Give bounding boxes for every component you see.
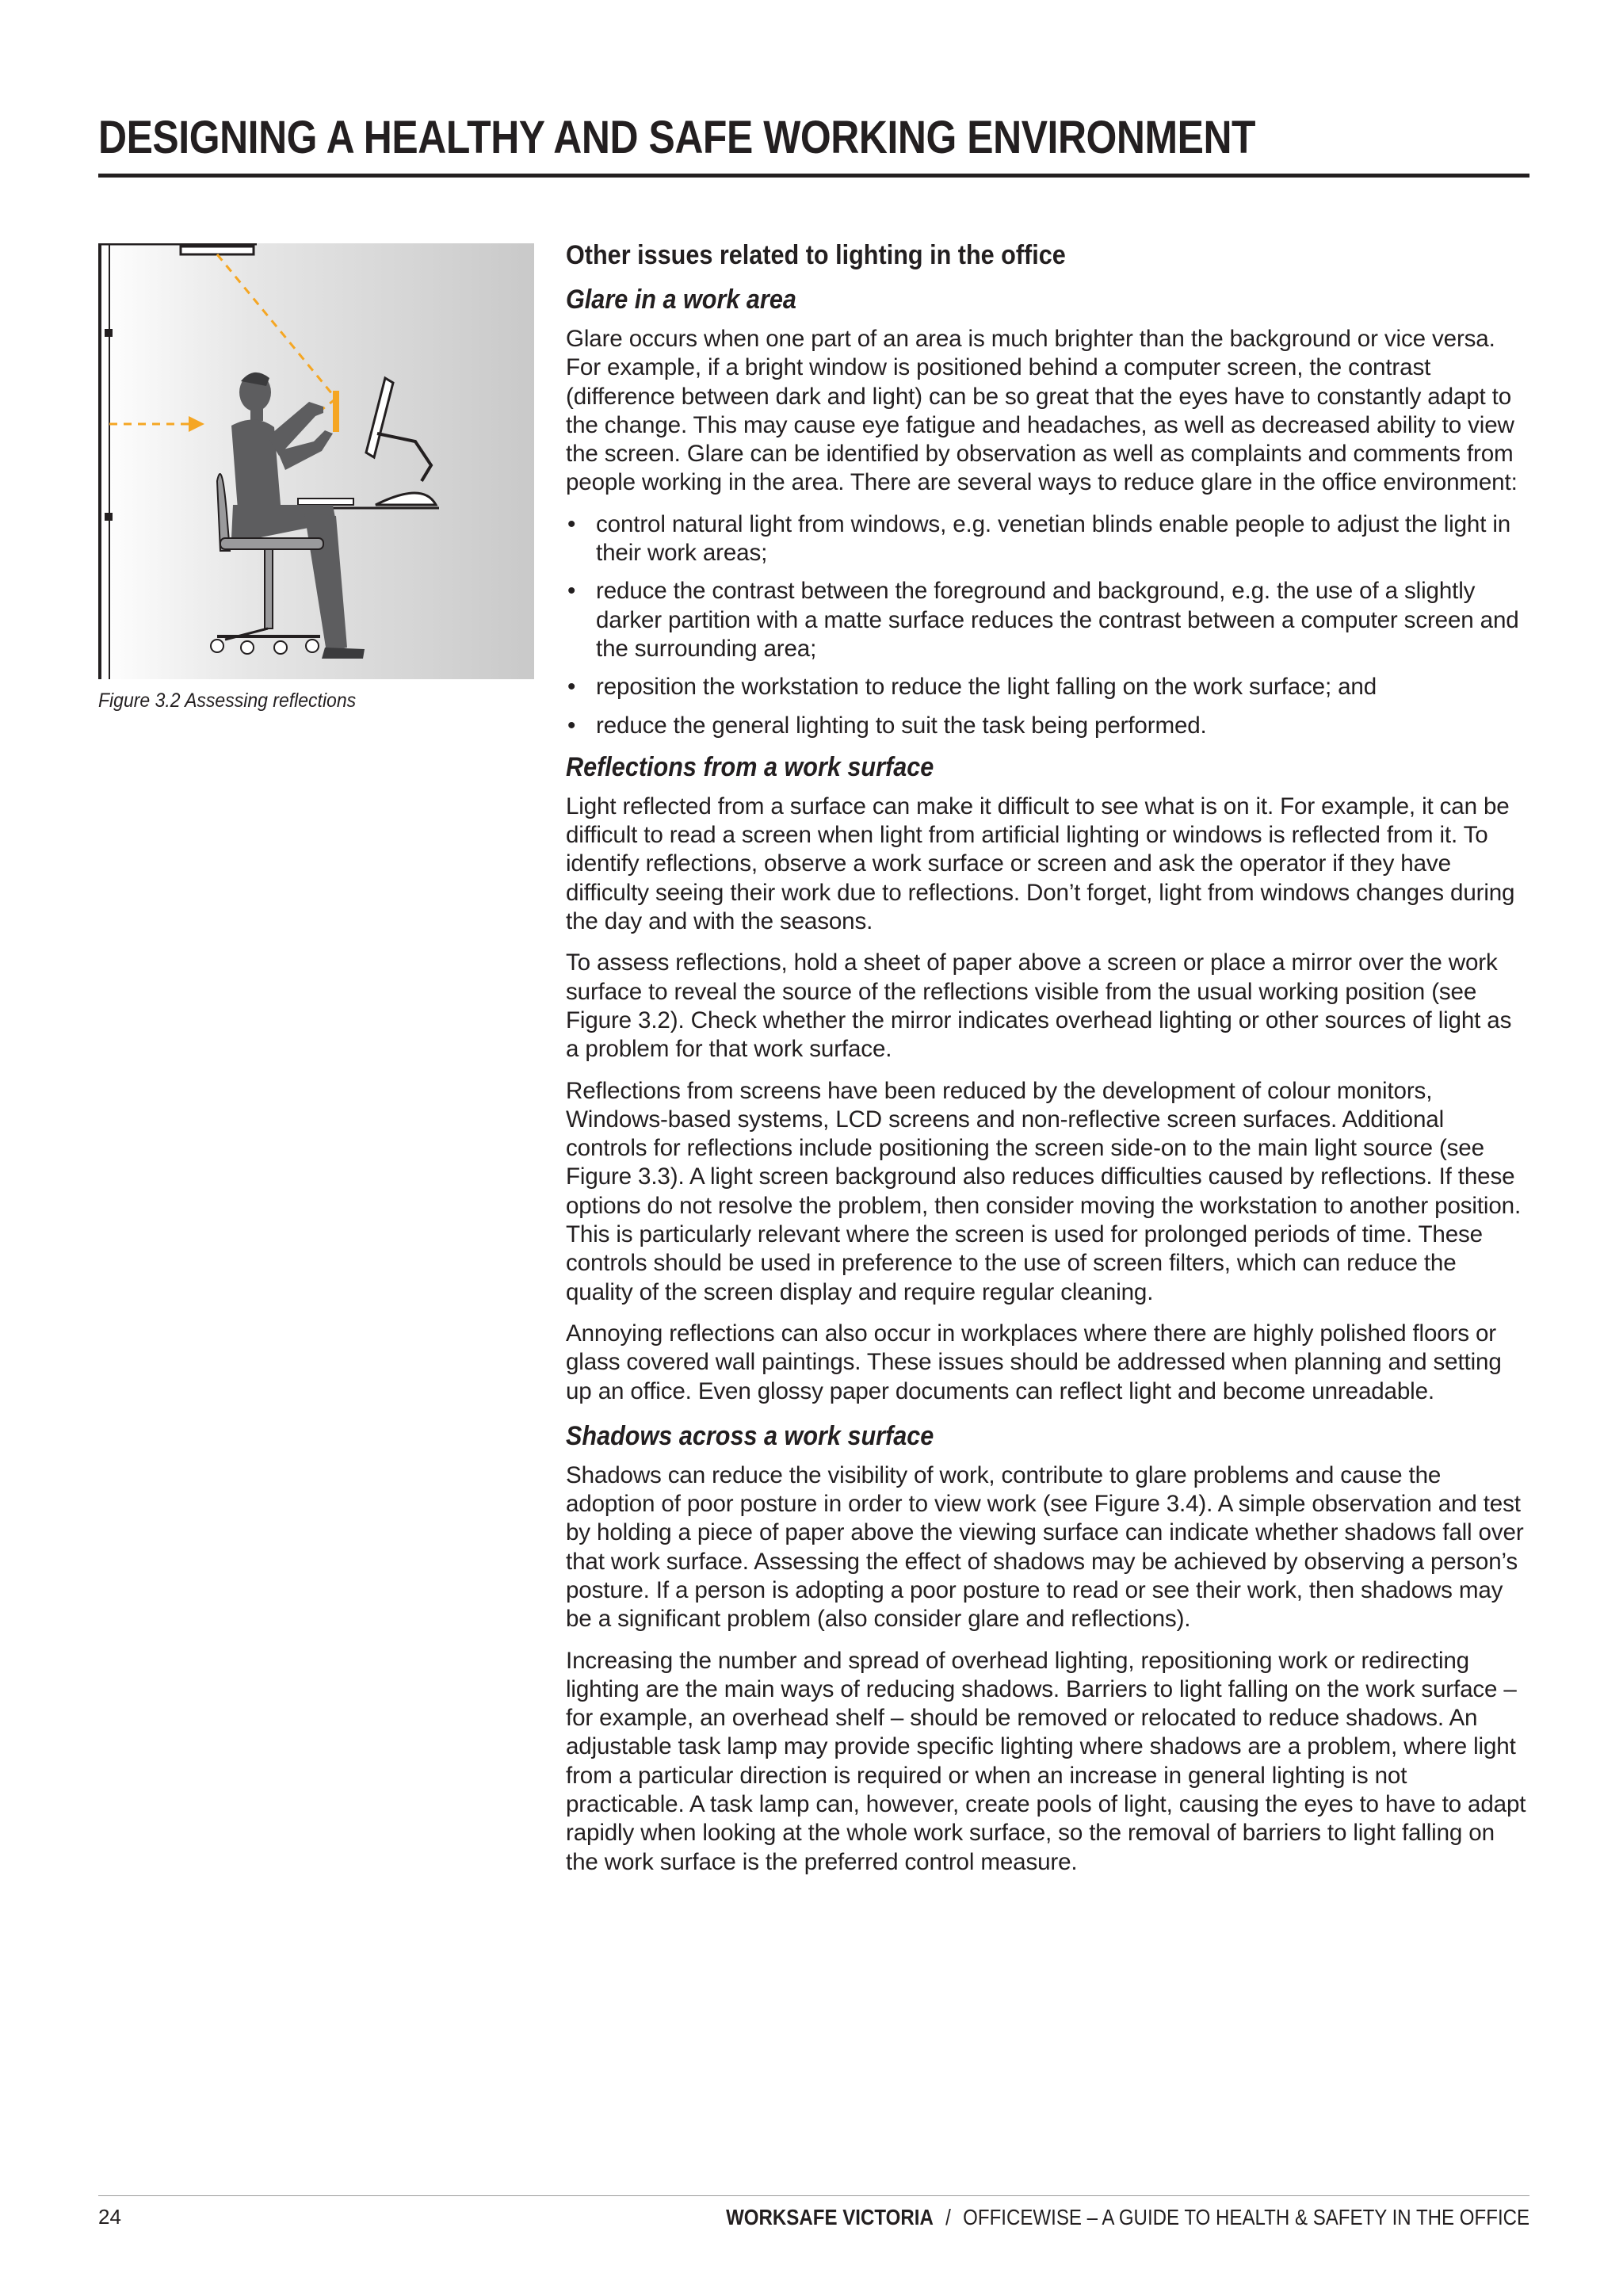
list-item (566, 673, 1529, 701)
shadows-paragraph: Shadows can reduce the visibility of work, contribute to glare problems and cause the adoption of poor posture in order to view work (see Figure 3.4). A simple observation and test by holding a piece of paper above the viewing surface can indicate whether shadows fall over that work surface. Assessing the effect of shadows may be achieved by observing a person’s posture. If a person is adopting a poor posture to read or see their work, then shadows may be a significant problem (also consider glare and reflections). (566, 1461, 1524, 1633)
section-heading: Other issues related to lighting in the office (566, 240, 1066, 270)
glare-paragraph: Glare occurs when one part of an area is much brighter than the background or vice versa. For example, if a bright window is positioned behind a computer screen, the contrast (difference between dark and light) can be so great that the eyes have to constantly adapt to the change. This may cause eye fatigue and headaches, as well as decreased ability to view the screen. Glare can be identified by observation as well as complaints and comments from people working in the area. There are several ways to reduce glare in the office environment: (566, 326, 1518, 496)
list-item (566, 577, 1529, 663)
bullet-icon: • (567, 578, 576, 605)
reflections-paragraph: To assess reflections, hold a sheet of paper above a screen or place a mirror over the work surface to reveal the source of the reflections visible from the usual working position (see Figure 3.2). Check whether the mirror indicates overhead lighting or other sources of light as a problem for that work surface. (566, 949, 1512, 1063)
reflections-paragraph: Annoying reflections can also occur in workplaces where there are highly polished floors or glass covered wall paintings. These issues should be addressed when planning and setting up an office. Even glossy paper documents can reflect light and become unreadable. (566, 1320, 1502, 1404)
footer-separator: / (945, 2205, 951, 2229)
list-item-text: control natural light from windows, e.g. venetian blinds enable people to adjust the light in their work areas; (596, 510, 1511, 567)
assessing-reflections-illustration (98, 243, 534, 679)
glare-bullet-list (566, 510, 1529, 740)
footer-publication: OFFICEWISE – A GUIDE TO HEALTH & SAFETY IN THE OFFICE (963, 2205, 1529, 2229)
list-item (566, 510, 1529, 568)
glare-heading: Glare in a work area (566, 285, 796, 315)
bullet-icon: • (567, 712, 576, 739)
footer-rule (98, 2195, 1529, 2196)
reflections-paragraph: Reflections from screens have been reduced by the development of colour monitors, Windows-based systems, LCD screens and non-reflective screen surfaces. Additional controls for reflections include positioning the screen side-on to the main light source (see Figure 3.3). A light screen background also reduces difficulties caused by reflections. If these options do not resolve the problem, then consider moving the workstation to another position. This is particularly relevant where the screen is used for prolonged periods of time. These controls should be used in preference to the use of screen filters, which can reduce the quality of the screen display and require regular cleaning. (566, 1077, 1522, 1305)
page-number: 24 (98, 2205, 121, 2229)
list-item-text: reduce the contrast between the foreground and background, e.g. the use of a slightly darker partition with a matte surface reduces the contrast between a computer screen and the surrounding area; (596, 578, 1519, 662)
bullet-icon: • (567, 674, 576, 701)
list-item (566, 712, 1529, 740)
bullet-icon: • (567, 510, 576, 537)
main-column (566, 238, 1529, 1889)
list-item-text: reduce the general lighting to suit the task being performed. (596, 712, 1207, 739)
page-title: DESIGNING A HEALTHY AND SAFE WORKING ENVIRONMENT (98, 112, 1256, 163)
reflections-paragraph: Light reflected from a surface can make it difficult to see what is on it. For example, it can be difficult to read a screen when light from artificial lighting or windows is reflected from it. To identify reflections, observe a work surface or screen and ask the operator if they have difficulty seeing their work due to reflections. Don’t forget, light from windows changes during the day and with the seasons. (566, 793, 1515, 935)
title-rule (98, 174, 1529, 178)
shadows-paragraph: Increasing the number and spread of overhead lighting, repositioning work or redirecting lighting are the main ways of reducing shadows. Barriers to light falling on the work surface – for example, an overhead shelf – should be removed or relocated to reduce shadows. An adjustable task lamp may provide specific lighting where shadows are a problem, where light from a particular direction is required or when an increase in general lighting is not practicable. A task lamp can, however, create pools of light, causing the eyes to have to adapt rapidly when looking at the whole work surface, so the removal of barriers to light falling on the work surface is the preferred control measure. (566, 1647, 1526, 1875)
footer-brand: WORKSAFE VICTORIA (725, 2205, 934, 2229)
figure-caption: Figure 3.2 Assessing reflections (98, 690, 357, 712)
list-item-text: reposition the workstation to reduce the light falling on the work surface; and (596, 674, 1377, 701)
running-footer (726, 2205, 1529, 2230)
reflections-heading: Reflections from a work surface (566, 751, 934, 782)
shadows-heading: Shadows across a work surface (566, 1420, 934, 1451)
